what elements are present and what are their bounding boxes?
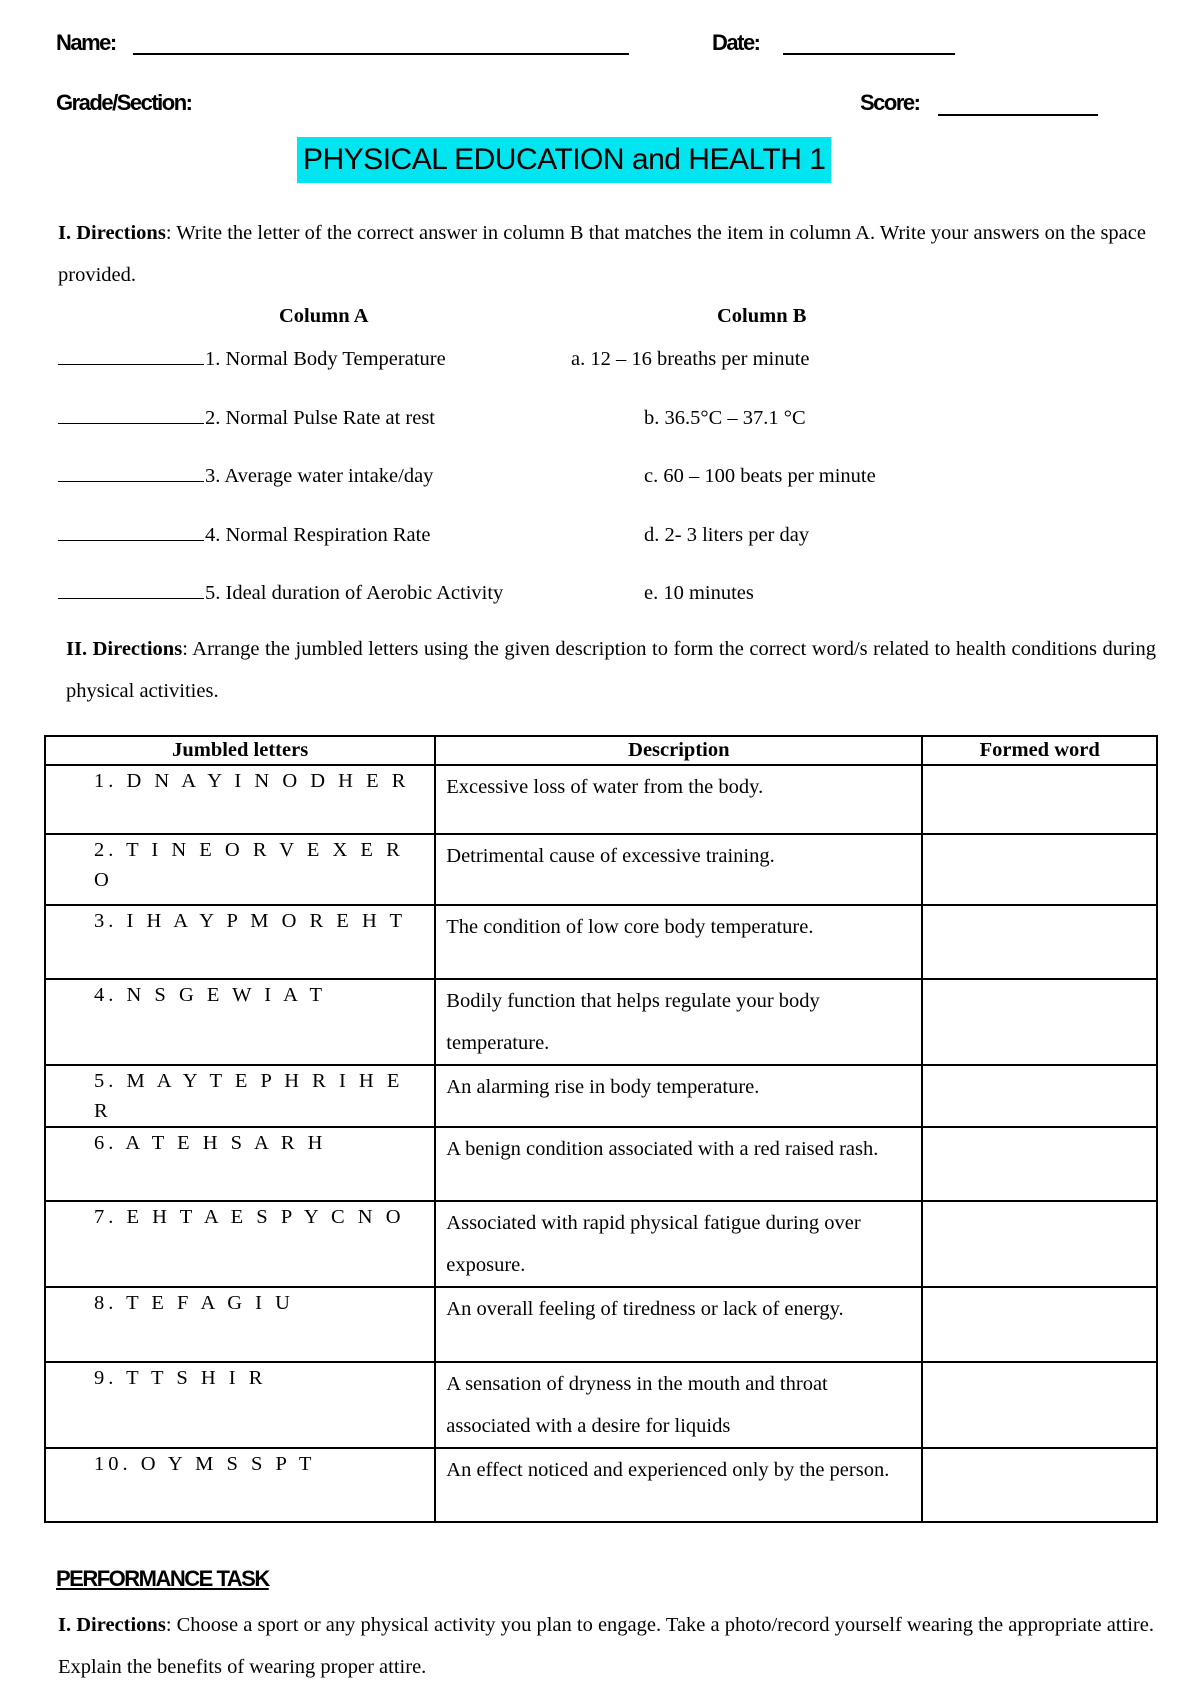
jumbled-cell: 6. A T E H S A R H: [45, 1127, 435, 1201]
score-field[interactable]: [938, 114, 1098, 116]
description-cell: The condition of low core body temperature.: [435, 905, 922, 979]
match-item-b5: e. 10 minutes: [644, 582, 754, 604]
jumbled-cell: 5. M A Y T E P H R I H E R: [45, 1065, 435, 1127]
description-cell: An overall feeling of tiredness or lack of energy.: [435, 1287, 922, 1362]
header-description: Description: [435, 736, 922, 765]
formed-word-cell[interactable]: [922, 1287, 1157, 1362]
table-row: [45, 765, 1157, 834]
table-row: [45, 1127, 1157, 1201]
performance-task-directions: [58, 1604, 1156, 1688]
match-item-a4: 4. Normal Respiration Rate: [58, 514, 430, 556]
formed-word-cell[interactable]: [922, 1201, 1157, 1287]
table-row: [45, 1201, 1157, 1287]
grade-section-label: Grade/Section:: [56, 90, 192, 115]
match-item-b1: a. 12 – 16 breaths per minute: [571, 348, 810, 370]
table-row: [45, 1287, 1157, 1362]
description-cell: Bodily function that helps regulate your body temperature.: [435, 979, 922, 1065]
formed-word-cell[interactable]: [922, 905, 1157, 979]
description-cell: A benign condition associated with a red raised rash.: [435, 1127, 922, 1201]
description-cell: An effect noticed and experienced only by the person.: [435, 1448, 922, 1522]
answer-blank[interactable]: [58, 403, 204, 424]
match-item-b3: c. 60 – 100 beats per minute: [644, 465, 876, 487]
part2-directions-text: : Arrange the jumbled letters using the given description to form the correct word/s related to health conditions during physical activities.: [66, 638, 1156, 702]
name-field[interactable]: [133, 53, 629, 55]
table-header-row: [45, 736, 1157, 765]
jumbled-cell: 8. T E F A G I U: [45, 1287, 435, 1362]
answer-blank[interactable]: [58, 461, 204, 482]
match-item-a3: 3. Average water intake/day: [58, 455, 433, 497]
table-row: [45, 1448, 1157, 1522]
part2-directions: [66, 628, 1156, 712]
formed-word-cell[interactable]: [922, 1065, 1157, 1127]
description-cell: Excessive loss of water from the body.: [435, 765, 922, 834]
performance-task-directions-text: : Choose a sport or any physical activity you plan to engage. Take a photo/record yourself wearing the appropriate attire. Explain the benefits of wearing proper attire.: [58, 1614, 1154, 1678]
formed-word-cell[interactable]: [922, 1362, 1157, 1448]
answer-blank[interactable]: [58, 578, 204, 599]
name-label: Name:: [56, 30, 116, 55]
match-item-b2: b. 36.5°C – 37.1 °C: [644, 407, 806, 429]
formed-word-cell[interactable]: [922, 1448, 1157, 1522]
jumbled-cell: 4. N S G E W I A T: [45, 979, 435, 1065]
match-item-a5: 5. Ideal duration of Aerobic Activity: [58, 572, 503, 614]
answer-blank[interactable]: [58, 344, 204, 365]
table-row: [45, 979, 1157, 1065]
jumbled-letters-table: [44, 735, 1158, 1523]
description-cell: A sensation of dryness in the mouth and throat associated with a desire for liquids: [435, 1362, 922, 1448]
jumbled-cell: 10. O Y M S S P T: [45, 1448, 435, 1522]
formed-word-cell[interactable]: [922, 979, 1157, 1065]
jumbled-cell: 2. T I N E O R V E X E R O: [45, 834, 435, 905]
formed-word-cell[interactable]: [922, 834, 1157, 905]
answer-blank[interactable]: [58, 520, 204, 541]
column-b-heading: Column B: [717, 305, 807, 327]
jumbled-cell: 7. E H T A E S P Y C N O: [45, 1201, 435, 1287]
score-label: Score:: [860, 90, 920, 115]
table-row: [45, 1362, 1157, 1448]
part1-directions-label: I. Directions: [58, 222, 166, 244]
performance-task-heading: PERFORMANCE TASK: [56, 1566, 269, 1591]
header-formed-word: Formed word: [922, 736, 1157, 765]
performance-task-directions-label: I. Directions: [58, 1614, 166, 1636]
formed-word-cell[interactable]: [922, 1127, 1157, 1201]
header-jumbled-letters: Jumbled letters: [45, 736, 435, 765]
description-cell: Associated with rapid physical fatigue during over exposure.: [435, 1201, 922, 1287]
formed-word-cell[interactable]: [922, 765, 1157, 834]
jumbled-cell: 3. I H A Y P M O R E H T: [45, 905, 435, 979]
table-row: [45, 1065, 1157, 1127]
jumbled-cell: 1. D N A Y I N O D H E R: [45, 765, 435, 834]
part2-directions-label: II. Directions: [66, 638, 183, 660]
jumbled-cell: 9. T T S H I R: [45, 1362, 435, 1448]
match-item-b4: d. 2- 3 liters per day: [644, 524, 810, 546]
match-item-a1: 1. Normal Body Temperature: [58, 338, 446, 380]
description-cell: An alarming rise in body temperature.: [435, 1065, 922, 1127]
date-field[interactable]: [783, 53, 955, 55]
table-row: [45, 834, 1157, 905]
part1-directions: [58, 212, 1156, 296]
page-title: PHYSICAL EDUCATION and HEALTH 1: [297, 137, 831, 183]
part1-directions-text: : Write the letter of the correct answer in column B that matches the item in column A. Write your answers on the space provided.: [58, 222, 1146, 286]
column-a-heading: Column A: [279, 305, 369, 327]
description-cell: Detrimental cause of excessive training.: [435, 834, 922, 905]
date-label: Date:: [712, 30, 760, 55]
table-row: [45, 905, 1157, 979]
match-item-a2: 2. Normal Pulse Rate at rest: [58, 397, 435, 439]
